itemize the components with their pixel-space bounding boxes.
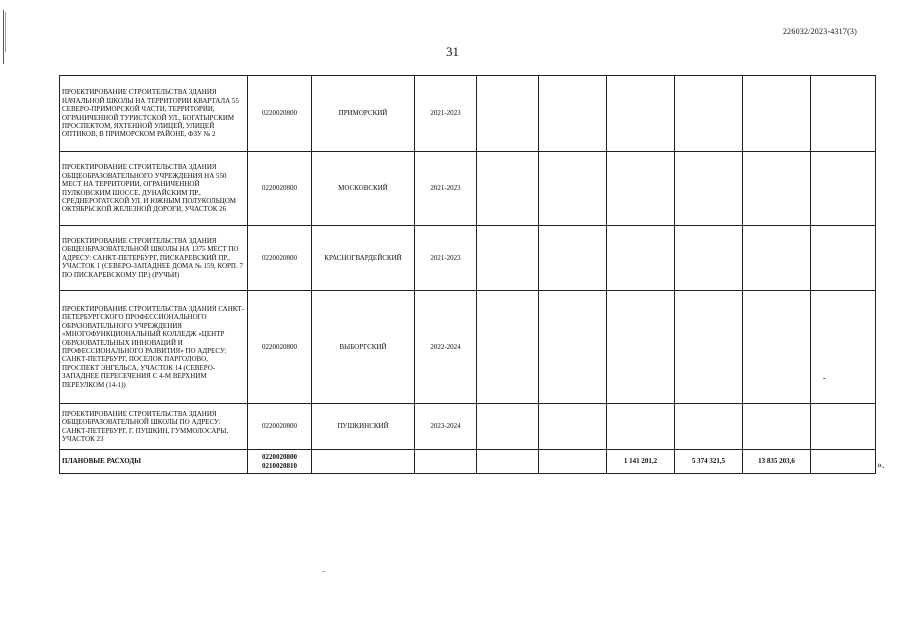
empty-cell	[743, 152, 811, 226]
object-name: ПРОЕКТИРОВАНИЕ СТРОИТЕЛЬСТВА ЗДАНИЯ ОБЩЕОБРАЗОВАТЕЛЬНОЙ ШКОЛЫ НА 1375 МЕСТ ПО АДРЕСУ: САНКТ-ПЕТЕРБУРГ, ПИСКАРЕВСКИЙ ПР., УЧАСТОК 1 (СЕВЕРО-ЗАПАДНЕЕ ДОМА № 159, КОРП. 7 ПО ПИСКАРЕВСКОМУ ПР.) (РУЧЬИ)	[60, 226, 248, 291]
empty-cell	[743, 226, 811, 291]
empty-cell	[477, 152, 539, 226]
empty-cell	[539, 404, 607, 450]
object-name: ПРОЕКТИРОВАНИЕ СТРОИТЕЛЬСТВА ЗДАНИЯ ОБЩЕОБРАЗОВАТЕЛЬНОГО УЧРЕЖДЕНИЯ НА 550 МЕСТ НА ТЕРРИТОРИИ, ОГРАНИЧЕННОЙ ПУЛКОВСКИМ ШОССЕ, ДУНАЙСКИМ ПР., СРЕДНЕРОГАТСКОЙ УЛ. И ЮЖНЫМ ПОЛУКОЛЬЦОМ ОКТЯБРЬСКОЙ ЖЕЛЕЗНОЙ ДОРОГИ, УЧАСТОК 26	[60, 152, 248, 226]
expenses-table	[59, 75, 876, 474]
empty-cell	[743, 404, 811, 450]
period: 2021-2023	[415, 76, 477, 152]
empty-cell	[539, 152, 607, 226]
empty-cell	[477, 291, 539, 404]
empty-cell	[539, 226, 607, 291]
district: ПУШКИНСКИЙ	[312, 404, 415, 450]
empty-cell	[675, 152, 743, 226]
empty-cell	[477, 226, 539, 291]
empty-cell	[811, 450, 876, 474]
period: 2021-2023	[415, 226, 477, 291]
empty-cell	[607, 226, 675, 291]
budget-code: 0220020800	[248, 152, 312, 226]
object-name: ПРОЕКТИРОВАНИЕ СТРОИТЕЛЬСТВА ЗДАНИЯ САНКТ-ПЕТЕРБУРГСКОГО ПРОФЕССИОНАЛЬНОГО ОБРАЗОВАТЕЛЬНОГО УЧРЕЖДЕНИЯ «МНОГОФУНКЦИОНАЛЬНЫЙ КОЛЛЕДЖ «ЦЕНТР ОБРАЗОВАТЕЛЬНЫХ ИННОВАЦИЙ И ПРОФЕССИОНАЛЬНОГО РАЗВИТИЯ» ПО АДРЕСУ: САНКТ-ПЕТЕРБУРГ, ПОСЕЛОК ПАРГОЛОВО, ПРОСПЕКТ ЭНГЕЛЬСА, УЧАСТОК 14 (СЕВЕРО-ЗАПАДНЕЕ ПЕРЕСЕЧЕНИЯ С 4-М ВЕРХНИМ ПЕРЕУЛКОМ (14-1))	[60, 291, 248, 404]
empty-cell	[607, 404, 675, 450]
empty-cell	[811, 291, 876, 404]
page-number: 31	[446, 44, 459, 59]
empty-cell	[811, 404, 876, 450]
empty-cell	[675, 226, 743, 291]
empty-cell	[539, 76, 607, 152]
total-code-1: 0220020800	[262, 453, 297, 462]
scan-artifact	[322, 571, 325, 572]
closing-quote-mark: ».	[877, 460, 885, 471]
empty-cell	[743, 76, 811, 152]
period: 2022-2024	[415, 291, 477, 404]
empty-cell	[811, 226, 876, 291]
empty-cell	[477, 450, 539, 474]
budget-code: 0220020800	[248, 226, 312, 291]
total-codes	[248, 450, 312, 474]
period: 2021-2023	[415, 152, 477, 226]
district: ВЫБОРГСКИЙ	[312, 291, 415, 404]
empty-cell	[607, 152, 675, 226]
district: ПРИМОРСКИЙ	[312, 76, 415, 152]
total-row	[60, 450, 876, 474]
total-value-3: 13 835 203,6	[743, 450, 811, 474]
budget-code: 0220020800	[248, 404, 312, 450]
empty-cell	[743, 291, 811, 404]
object-name: ПРОЕКТИРОВАНИЕ СТРОИТЕЛЬСТВА ЗДАНИЯ НАЧАЛЬНОЙ ШКОЛЫ НА ТЕРРИТОРИИ КВАРТАЛА 55 СЕВЕРО-ПРИМОРСКОЙ ЧАСТИ, ТЕРРИТОРИИ, ОГРАНИЧЕННОЙ ТУРИСТСКОЙ УЛ., БОГАТЫРСКИМ ПРОСПЕКТОМ, ЯХТЕННОЙ УЛИЦЕЙ, УЛИЦЕЙ ОПТИКОВ, В ПРИМОРСКОМ РАЙОНЕ, ФЗУ № 2	[60, 76, 248, 152]
scan-artifact	[823, 378, 826, 379]
table-row	[60, 291, 876, 404]
table-row	[60, 152, 876, 226]
empty-cell	[477, 76, 539, 152]
empty-cell	[607, 291, 675, 404]
district: КРАСНОГВАРДЕЙСКИЙ	[312, 226, 415, 291]
empty-cell	[675, 404, 743, 450]
period: 2023-2024	[415, 404, 477, 450]
district: МОСКОВСКИЙ	[312, 152, 415, 226]
empty-cell	[539, 450, 607, 474]
empty-cell	[675, 291, 743, 404]
table-row	[60, 76, 876, 152]
empty-cell	[415, 450, 477, 474]
document-id: 226032/2023-4317(3)	[782, 27, 857, 36]
budget-code: 0220020800	[248, 76, 312, 152]
empty-cell	[811, 152, 876, 226]
budget-code: 0220020800	[248, 291, 312, 404]
total-value-2: 5 374 321,5	[675, 450, 743, 474]
empty-cell	[675, 76, 743, 152]
table-row	[60, 404, 876, 450]
empty-cell	[312, 450, 415, 474]
empty-cell	[811, 76, 876, 152]
total-value-1: 1 141 201,2	[607, 450, 675, 474]
table-row	[60, 226, 876, 291]
object-name: ПРОЕКТИРОВАНИЕ СТРОИТЕЛЬСТВА ЗДАНИЯ ОБЩЕОБРАЗОВАТЕЛЬНОЙ ШКОЛЫ ПО АДРЕСУ: САНКТ-ПЕТЕРБУРГ, Г. ПУШКИН, ГУММОЛОСАРЫ, УЧАСТОК 23	[60, 404, 248, 450]
total-label: ПЛАНОВЫЕ РАСХОДЫ	[60, 450, 248, 474]
empty-cell	[477, 404, 539, 450]
empty-cell	[607, 76, 675, 152]
total-code-2: 0210020810	[262, 461, 297, 470]
empty-cell	[539, 291, 607, 404]
